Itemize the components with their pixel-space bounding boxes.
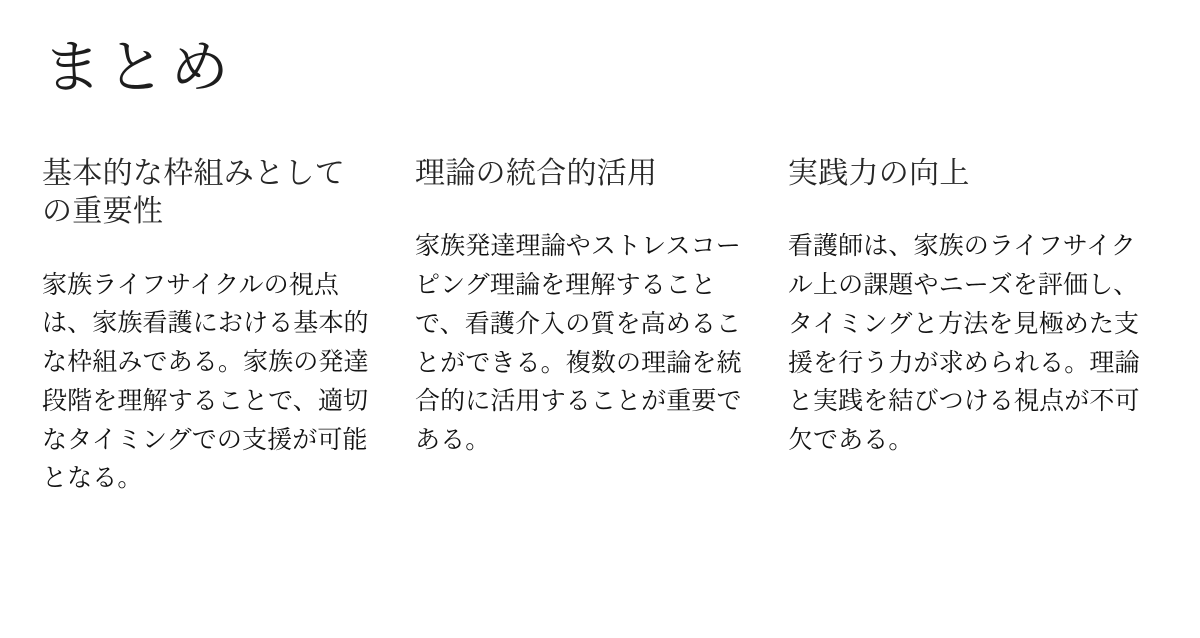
column-body: 家族発達理論やストレスコーピング理論を理解することで、看護介入の質を高めることができる。複数の理論を統合的に活用することが重要である。 [414,232,742,455]
summary-column [788,155,1160,460]
column-body: 家族ライフサイクルの視点は、家族看護における基本的な枠組みである。家族の発達段階を理解することで、適切なタイミングでの支援が可能となる。 [42,270,369,493]
summary-columns [40,155,1160,498]
summary-column [415,155,788,460]
column-body: 看護師は、家族のライフサイクル上の課題やニーズを評価し、タイミングと方法を見極めた支援を行う力が求められる。理論と実践を結びつける視点が不可欠である。 [787,232,1140,455]
column-heading: 理論の統合的活用 [414,156,658,190]
page-title: まとめ [43,35,235,100]
column-heading: 実践力の向上 [787,156,970,190]
column-heading: 基本的な枠組みとしての重要性 [42,156,345,229]
summary-column [42,155,415,498]
